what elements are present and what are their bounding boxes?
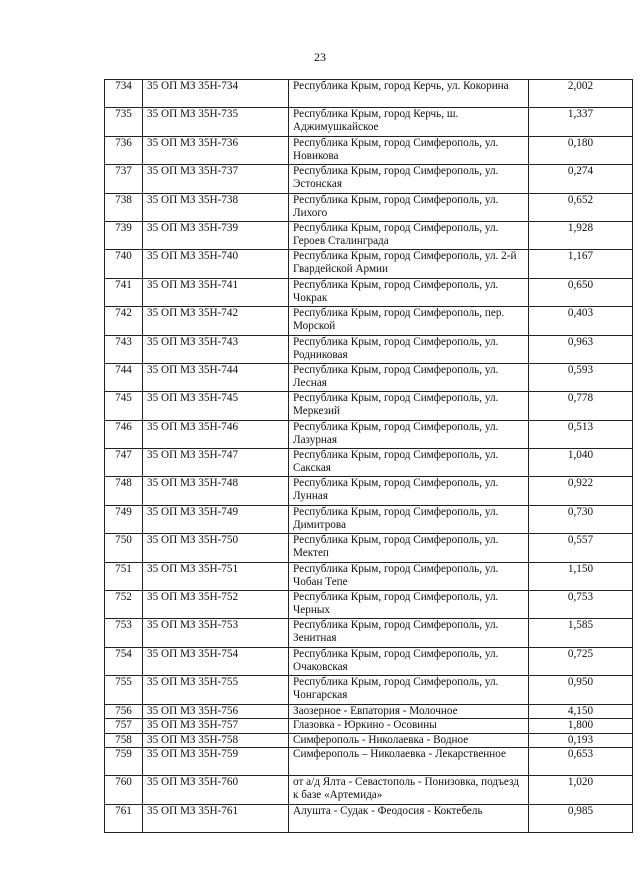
row-number-cell: 759 (105, 748, 143, 776)
table-row (105, 221, 633, 249)
road-length-cell: 0,922 (529, 477, 633, 505)
row-number-cell: 742 (105, 307, 143, 335)
road-id-cell: 35 ОП МЗ 35Н-761 (143, 804, 289, 832)
row-number-cell: 740 (105, 250, 143, 278)
road-name-cell: Глазовка - Юркино - Осовины (289, 719, 529, 734)
row-number-cell: 744 (105, 363, 143, 391)
road-id-cell: 35 ОП МЗ 35Н-758 (143, 733, 289, 748)
road-name-cell: Республика Крым, город Симферополь, ул. Чонгарская (289, 676, 529, 704)
table-row (105, 108, 633, 136)
table-row (105, 804, 633, 832)
table-row (105, 193, 633, 221)
road-length-cell: 1,928 (529, 221, 633, 249)
row-number-cell: 743 (105, 335, 143, 363)
row-number-cell: 756 (105, 704, 143, 719)
row-number-cell: 746 (105, 420, 143, 448)
row-number-cell: 751 (105, 562, 143, 590)
row-number-cell: 753 (105, 619, 143, 647)
road-id-cell: 35 ОП МЗ 35Н-739 (143, 221, 289, 249)
road-id-cell: 35 ОП МЗ 35Н-741 (143, 278, 289, 306)
road-name-cell: Республика Крым, город Симферополь, ул. Лихого (289, 193, 529, 221)
row-number-cell: 755 (105, 676, 143, 704)
road-name-cell: Республика Крым, город Симферополь, ул. Героев Сталинграда (289, 221, 529, 249)
table-row (105, 776, 633, 804)
road-name-cell: Республика Крым, город Симферополь, ул. Мектеп (289, 534, 529, 562)
road-length-cell: 1,800 (529, 719, 633, 734)
road-name-cell: Республика Крым, город Симферополь, ул. Очаковская (289, 647, 529, 675)
road-name-cell: Республика Крым, город Симферополь, ул. 2-й Гвардейской Армии (289, 250, 529, 278)
table-row (105, 676, 633, 704)
row-number-cell: 748 (105, 477, 143, 505)
road-id-cell: 35 ОП МЗ 35Н-734 (143, 80, 289, 108)
road-length-cell: 0,403 (529, 307, 633, 335)
row-number-cell: 737 (105, 165, 143, 193)
road-length-cell: 0,778 (529, 392, 633, 420)
road-length-cell: 0,652 (529, 193, 633, 221)
road-length-cell: 0,725 (529, 647, 633, 675)
table-row (105, 392, 633, 420)
table-row (105, 136, 633, 164)
table-row (105, 562, 633, 590)
road-length-cell: 1,337 (529, 108, 633, 136)
table-row (105, 420, 633, 448)
road-id-cell: 35 ОП МЗ 35Н-749 (143, 505, 289, 533)
road-name-cell: Республика Крым, город Симферополь, ул. Лунная (289, 477, 529, 505)
row-number-cell: 750 (105, 534, 143, 562)
road-id-cell: 35 ОП МЗ 35Н-746 (143, 420, 289, 448)
road-name-cell: Республика Крым, город Симферополь, ул. Чокрак (289, 278, 529, 306)
row-number-cell: 761 (105, 804, 143, 832)
road-id-cell: 35 ОП МЗ 35Н-747 (143, 449, 289, 477)
road-length-cell: 0,650 (529, 278, 633, 306)
row-number-cell: 734 (105, 80, 143, 108)
road-id-cell: 35 ОП МЗ 35Н-748 (143, 477, 289, 505)
road-id-cell: 35 ОП МЗ 35Н-744 (143, 363, 289, 391)
table-row (105, 250, 633, 278)
road-length-cell: 0,985 (529, 804, 633, 832)
road-name-cell: Республика Крым, город Симферополь, ул. Черных (289, 591, 529, 619)
road-length-cell: 1,040 (529, 449, 633, 477)
table-row (105, 704, 633, 719)
roads-table-body (105, 80, 633, 833)
road-name-cell: Республика Крым, город Симферополь, ул. Зенитная (289, 619, 529, 647)
row-number-cell: 749 (105, 505, 143, 533)
road-name-cell: Республика Крым, город Керчь, ул. Кокорина (289, 80, 529, 108)
road-id-cell: 35 ОП МЗ 35Н-760 (143, 776, 289, 804)
road-name-cell: Республика Крым, город Симферополь, ул. Меркезий (289, 392, 529, 420)
road-length-cell: 0,950 (529, 676, 633, 704)
road-name-cell: Республика Крым, город Симферополь, ул. Эстонская (289, 165, 529, 193)
row-number-cell: 741 (105, 278, 143, 306)
road-length-cell: 1,020 (529, 776, 633, 804)
road-name-cell: Республика Крым, город Симферополь, ул. Лазурная (289, 420, 529, 448)
table-row (105, 534, 633, 562)
road-id-cell: 35 ОП МЗ 35Н-759 (143, 748, 289, 776)
road-name-cell: Республика Крым, город Симферополь, пер. Морской (289, 307, 529, 335)
road-name-cell: Республика Крым, город Симферополь, ул. Новикова (289, 136, 529, 164)
road-id-cell: 35 ОП МЗ 35Н-757 (143, 719, 289, 734)
road-length-cell: 2,002 (529, 80, 633, 108)
row-number-cell: 736 (105, 136, 143, 164)
road-id-cell: 35 ОП МЗ 35Н-751 (143, 562, 289, 590)
road-name-cell: Симферополь – Николаевка - Лекарственное (289, 748, 529, 776)
road-id-cell: 35 ОП МЗ 35Н-755 (143, 676, 289, 704)
road-id-cell: 35 ОП МЗ 35Н-754 (143, 647, 289, 675)
road-length-cell: 0,557 (529, 534, 633, 562)
road-id-cell: 35 ОП МЗ 35Н-742 (143, 307, 289, 335)
table-row (105, 619, 633, 647)
road-name-cell: Симферополь - Николаевка - Водное (289, 733, 529, 748)
roads-table (104, 79, 633, 833)
road-length-cell: 0,593 (529, 363, 633, 391)
road-name-cell: Алушта - Судак - Феодосия - Коктебель (289, 804, 529, 832)
road-length-cell: 0,513 (529, 420, 633, 448)
road-name-cell: Республика Крым, город Симферополь, ул. Лесная (289, 363, 529, 391)
road-id-cell: 35 ОП МЗ 35Н-736 (143, 136, 289, 164)
road-id-cell: 35 ОП МЗ 35Н-740 (143, 250, 289, 278)
table-row (105, 719, 633, 734)
row-number-cell: 747 (105, 449, 143, 477)
table-row (105, 335, 633, 363)
row-number-cell: 735 (105, 108, 143, 136)
page-number: 23 (314, 50, 326, 64)
road-id-cell: 35 ОП МЗ 35Н-735 (143, 108, 289, 136)
road-length-cell: 0,180 (529, 136, 633, 164)
road-id-cell: 35 ОП МЗ 35Н-738 (143, 193, 289, 221)
road-name-cell: Республика Крым, город Керчь, ш. Аджимушкайское (289, 108, 529, 136)
road-name-cell: Республика Крым, город Симферополь, ул. Чобан Тепе (289, 562, 529, 590)
table-row (105, 505, 633, 533)
road-length-cell: 1,150 (529, 562, 633, 590)
road-length-cell: 0,193 (529, 733, 633, 748)
road-id-cell: 35 ОП МЗ 35Н-752 (143, 591, 289, 619)
table-row (105, 80, 633, 108)
table-row (105, 733, 633, 748)
road-id-cell: 35 ОП МЗ 35Н-745 (143, 392, 289, 420)
road-length-cell: 1,167 (529, 250, 633, 278)
row-number-cell: 745 (105, 392, 143, 420)
road-id-cell: 35 ОП МЗ 35Н-750 (143, 534, 289, 562)
road-id-cell: 35 ОП МЗ 35Н-737 (143, 165, 289, 193)
road-length-cell: 1,585 (529, 619, 633, 647)
road-length-cell: 0,274 (529, 165, 633, 193)
row-number-cell: 757 (105, 719, 143, 734)
road-id-cell: 35 ОП МЗ 35Н-756 (143, 704, 289, 719)
road-name-cell: Республика Крым, город Симферополь, ул. Сакская (289, 449, 529, 477)
road-name-cell: Заозерное - Евпатория - Молочное (289, 704, 529, 719)
road-name-cell: от а/д Ялта - Севастополь - Понизовка, подъезд к базе «Артемида» (289, 776, 529, 804)
table-row (105, 165, 633, 193)
road-length-cell: 0,653 (529, 748, 633, 776)
road-length-cell: 0,730 (529, 505, 633, 533)
road-length-cell: 4,150 (529, 704, 633, 719)
road-name-cell: Республика Крым, город Симферополь, ул. Димитрова (289, 505, 529, 533)
table-row (105, 477, 633, 505)
table-row (105, 278, 633, 306)
row-number-cell: 752 (105, 591, 143, 619)
table-row (105, 647, 633, 675)
road-id-cell: 35 ОП МЗ 35Н-753 (143, 619, 289, 647)
road-length-cell: 0,753 (529, 591, 633, 619)
table-row (105, 363, 633, 391)
row-number-cell: 739 (105, 221, 143, 249)
road-length-cell: 0,963 (529, 335, 633, 363)
table-row (105, 307, 633, 335)
road-name-cell: Республика Крым, город Симферополь, ул. Родниковая (289, 335, 529, 363)
row-number-cell: 754 (105, 647, 143, 675)
row-number-cell: 738 (105, 193, 143, 221)
table-row (105, 449, 633, 477)
road-id-cell: 35 ОП МЗ 35Н-743 (143, 335, 289, 363)
row-number-cell: 758 (105, 733, 143, 748)
table-row (105, 748, 633, 776)
row-number-cell: 760 (105, 776, 143, 804)
table-row (105, 591, 633, 619)
